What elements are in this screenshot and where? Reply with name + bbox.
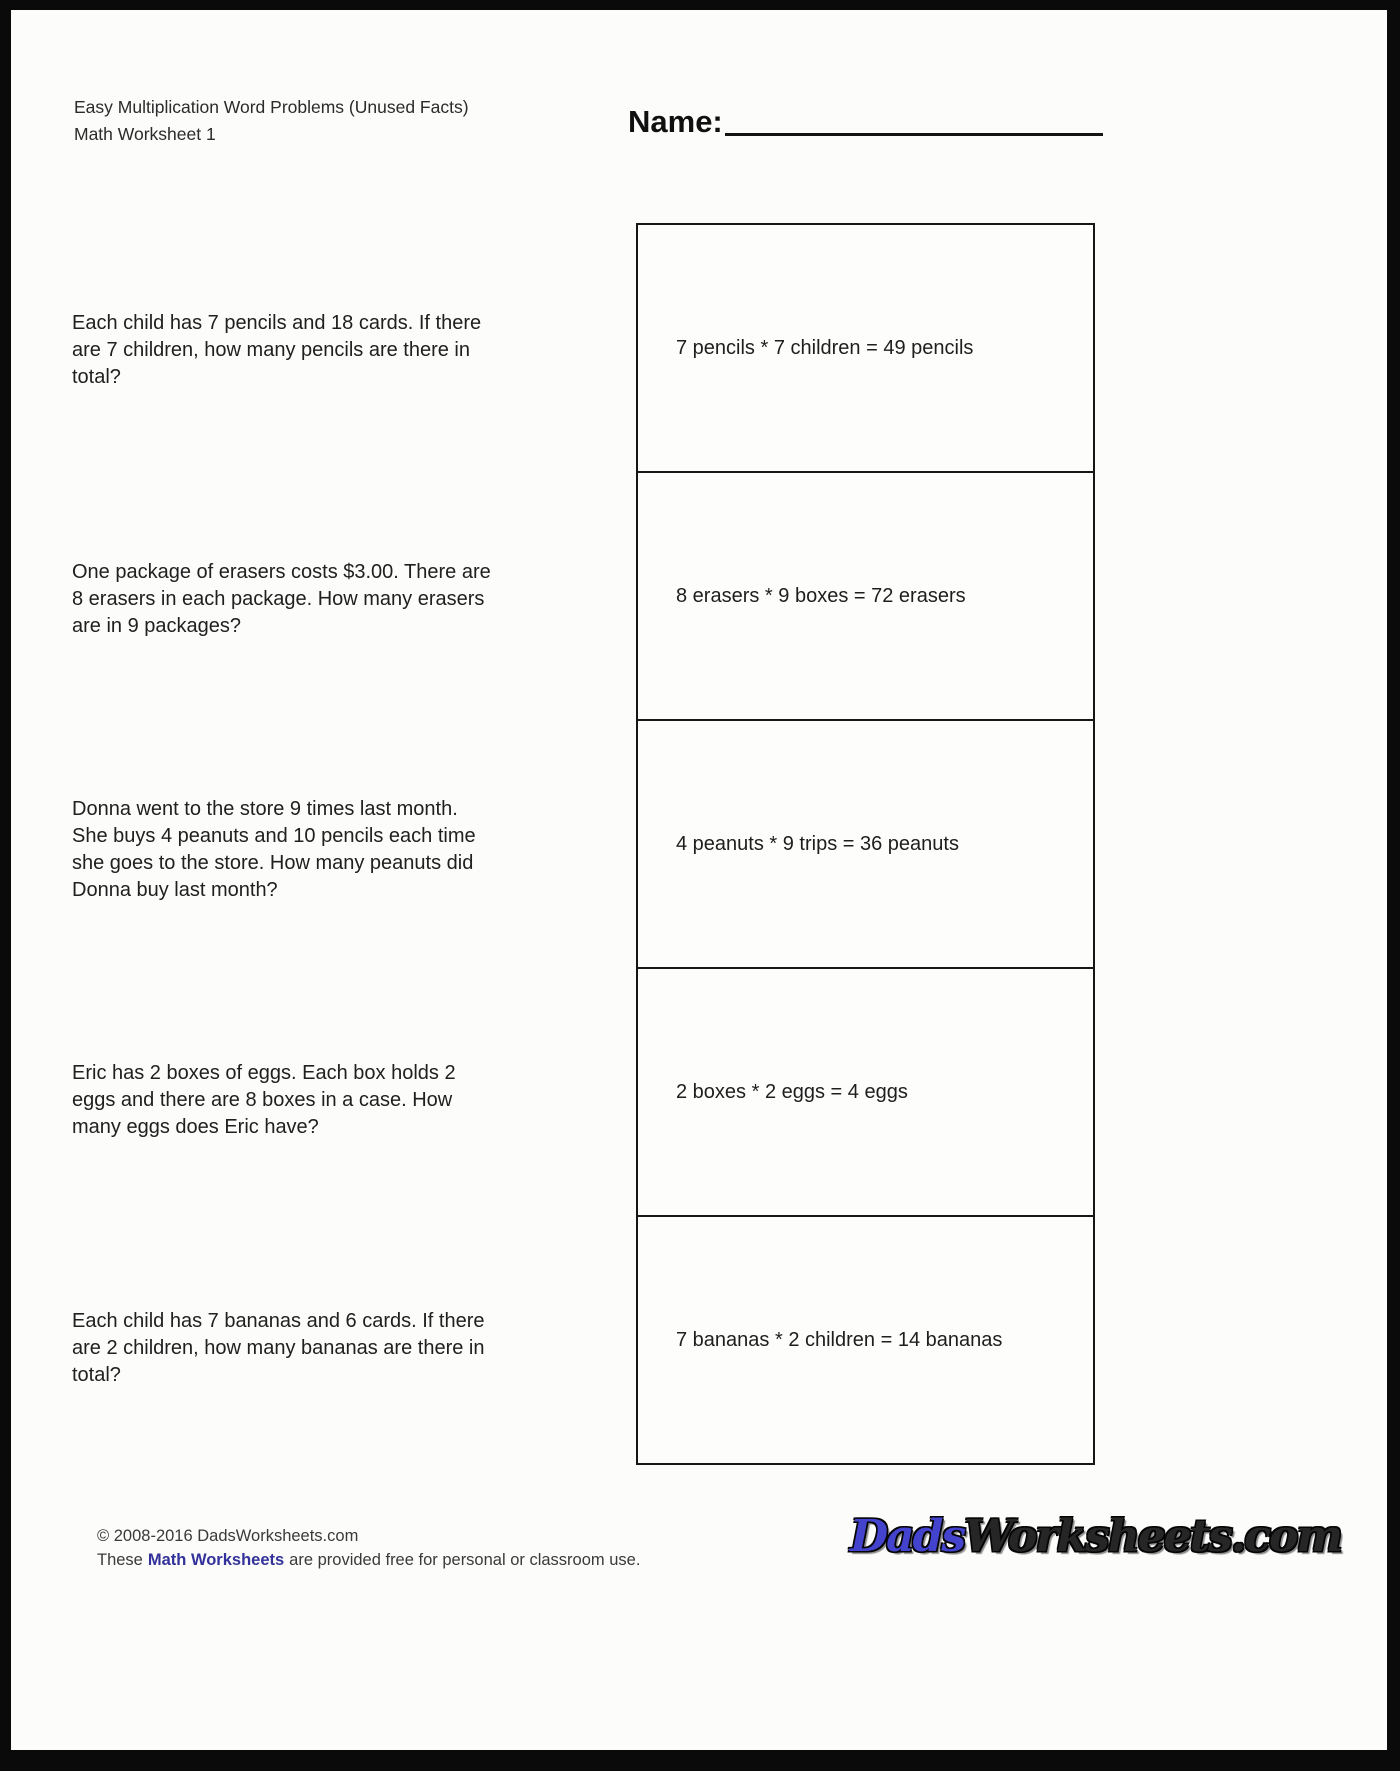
footer-note	[97, 1551, 640, 1570]
answer-cell-5	[638, 1215, 1093, 1463]
answer-text: 7 pencils * 7 children = 49 pencils	[676, 336, 974, 359]
question-line: are in 9 packages?	[72, 615, 242, 637]
answers-table	[636, 223, 1095, 1465]
question-line: She buys 4 peanuts and 10 pencils each time	[72, 825, 476, 847]
question-line: 8 erasers in each package. How many erasers	[72, 588, 485, 610]
question-line: Eric has 2 boxes of eggs. Each box holds 2	[72, 1062, 456, 1084]
question-line: she goes to the store. How many peanuts did	[72, 852, 474, 874]
question-line: many eggs does Eric have?	[72, 1116, 319, 1138]
question-line: One package of erasers costs $3.00. There are	[72, 561, 491, 583]
footer-copyright: © 2008-2016 DadsWorksheets.com	[97, 1527, 359, 1545]
question-line: Each child has 7 bananas and 6 cards. If there	[72, 1310, 485, 1332]
question-line: are 2 children, how many bananas are there in	[72, 1337, 485, 1359]
question-1	[72, 310, 572, 391]
answer-cell-2	[638, 471, 1093, 719]
worksheet-header	[74, 94, 469, 148]
answer-cell-1	[638, 225, 1093, 471]
question-line: eggs and there are 8 boxes in a case. How	[72, 1089, 453, 1111]
answer-cell-4	[638, 967, 1093, 1215]
question-3	[72, 796, 572, 904]
worksheet-subtitle: Math Worksheet 1	[74, 124, 216, 144]
question-line: are 7 children, how many pencils are there in	[72, 339, 470, 361]
footer-note-prefix: These	[97, 1551, 143, 1569]
question-line: Donna buy last month?	[72, 879, 278, 901]
answer-text: 8 erasers * 9 boxes = 72 erasers	[676, 584, 966, 607]
math-worksheets-link[interactable]: Math Worksheets	[147, 1551, 285, 1569]
answer-text: 2 boxes * 2 eggs = 4 eggs	[676, 1080, 908, 1103]
logo-worksheets-text: Worksheets.com	[964, 1511, 1341, 1562]
worksheet-title: Easy Multiplication Word Problems (Unused Facts)	[74, 97, 469, 117]
name-row	[628, 100, 1103, 140]
question-2	[72, 559, 572, 640]
question-5	[72, 1308, 572, 1389]
logo-dads-text: Dads	[850, 1511, 965, 1562]
question-line: total?	[72, 1364, 121, 1386]
name-blank-line	[725, 133, 1103, 136]
answer-text: 7 bananas * 2 children = 14 bananas	[676, 1328, 1003, 1351]
question-line: Each child has 7 pencils and 18 cards. If there	[72, 312, 482, 334]
footer-note-suffix: are provided free for personal or classroom use.	[289, 1551, 641, 1569]
answer-text: 4 peanuts * 9 trips = 36 peanuts	[676, 832, 959, 855]
question-line: Donna went to the store 9 times last month.	[72, 798, 458, 820]
name-label: Name:	[628, 104, 723, 139]
question-4	[72, 1060, 572, 1141]
dadsworksheets-logo	[850, 1508, 1341, 1566]
answer-cell-3	[638, 719, 1093, 967]
question-line: total?	[72, 366, 121, 388]
